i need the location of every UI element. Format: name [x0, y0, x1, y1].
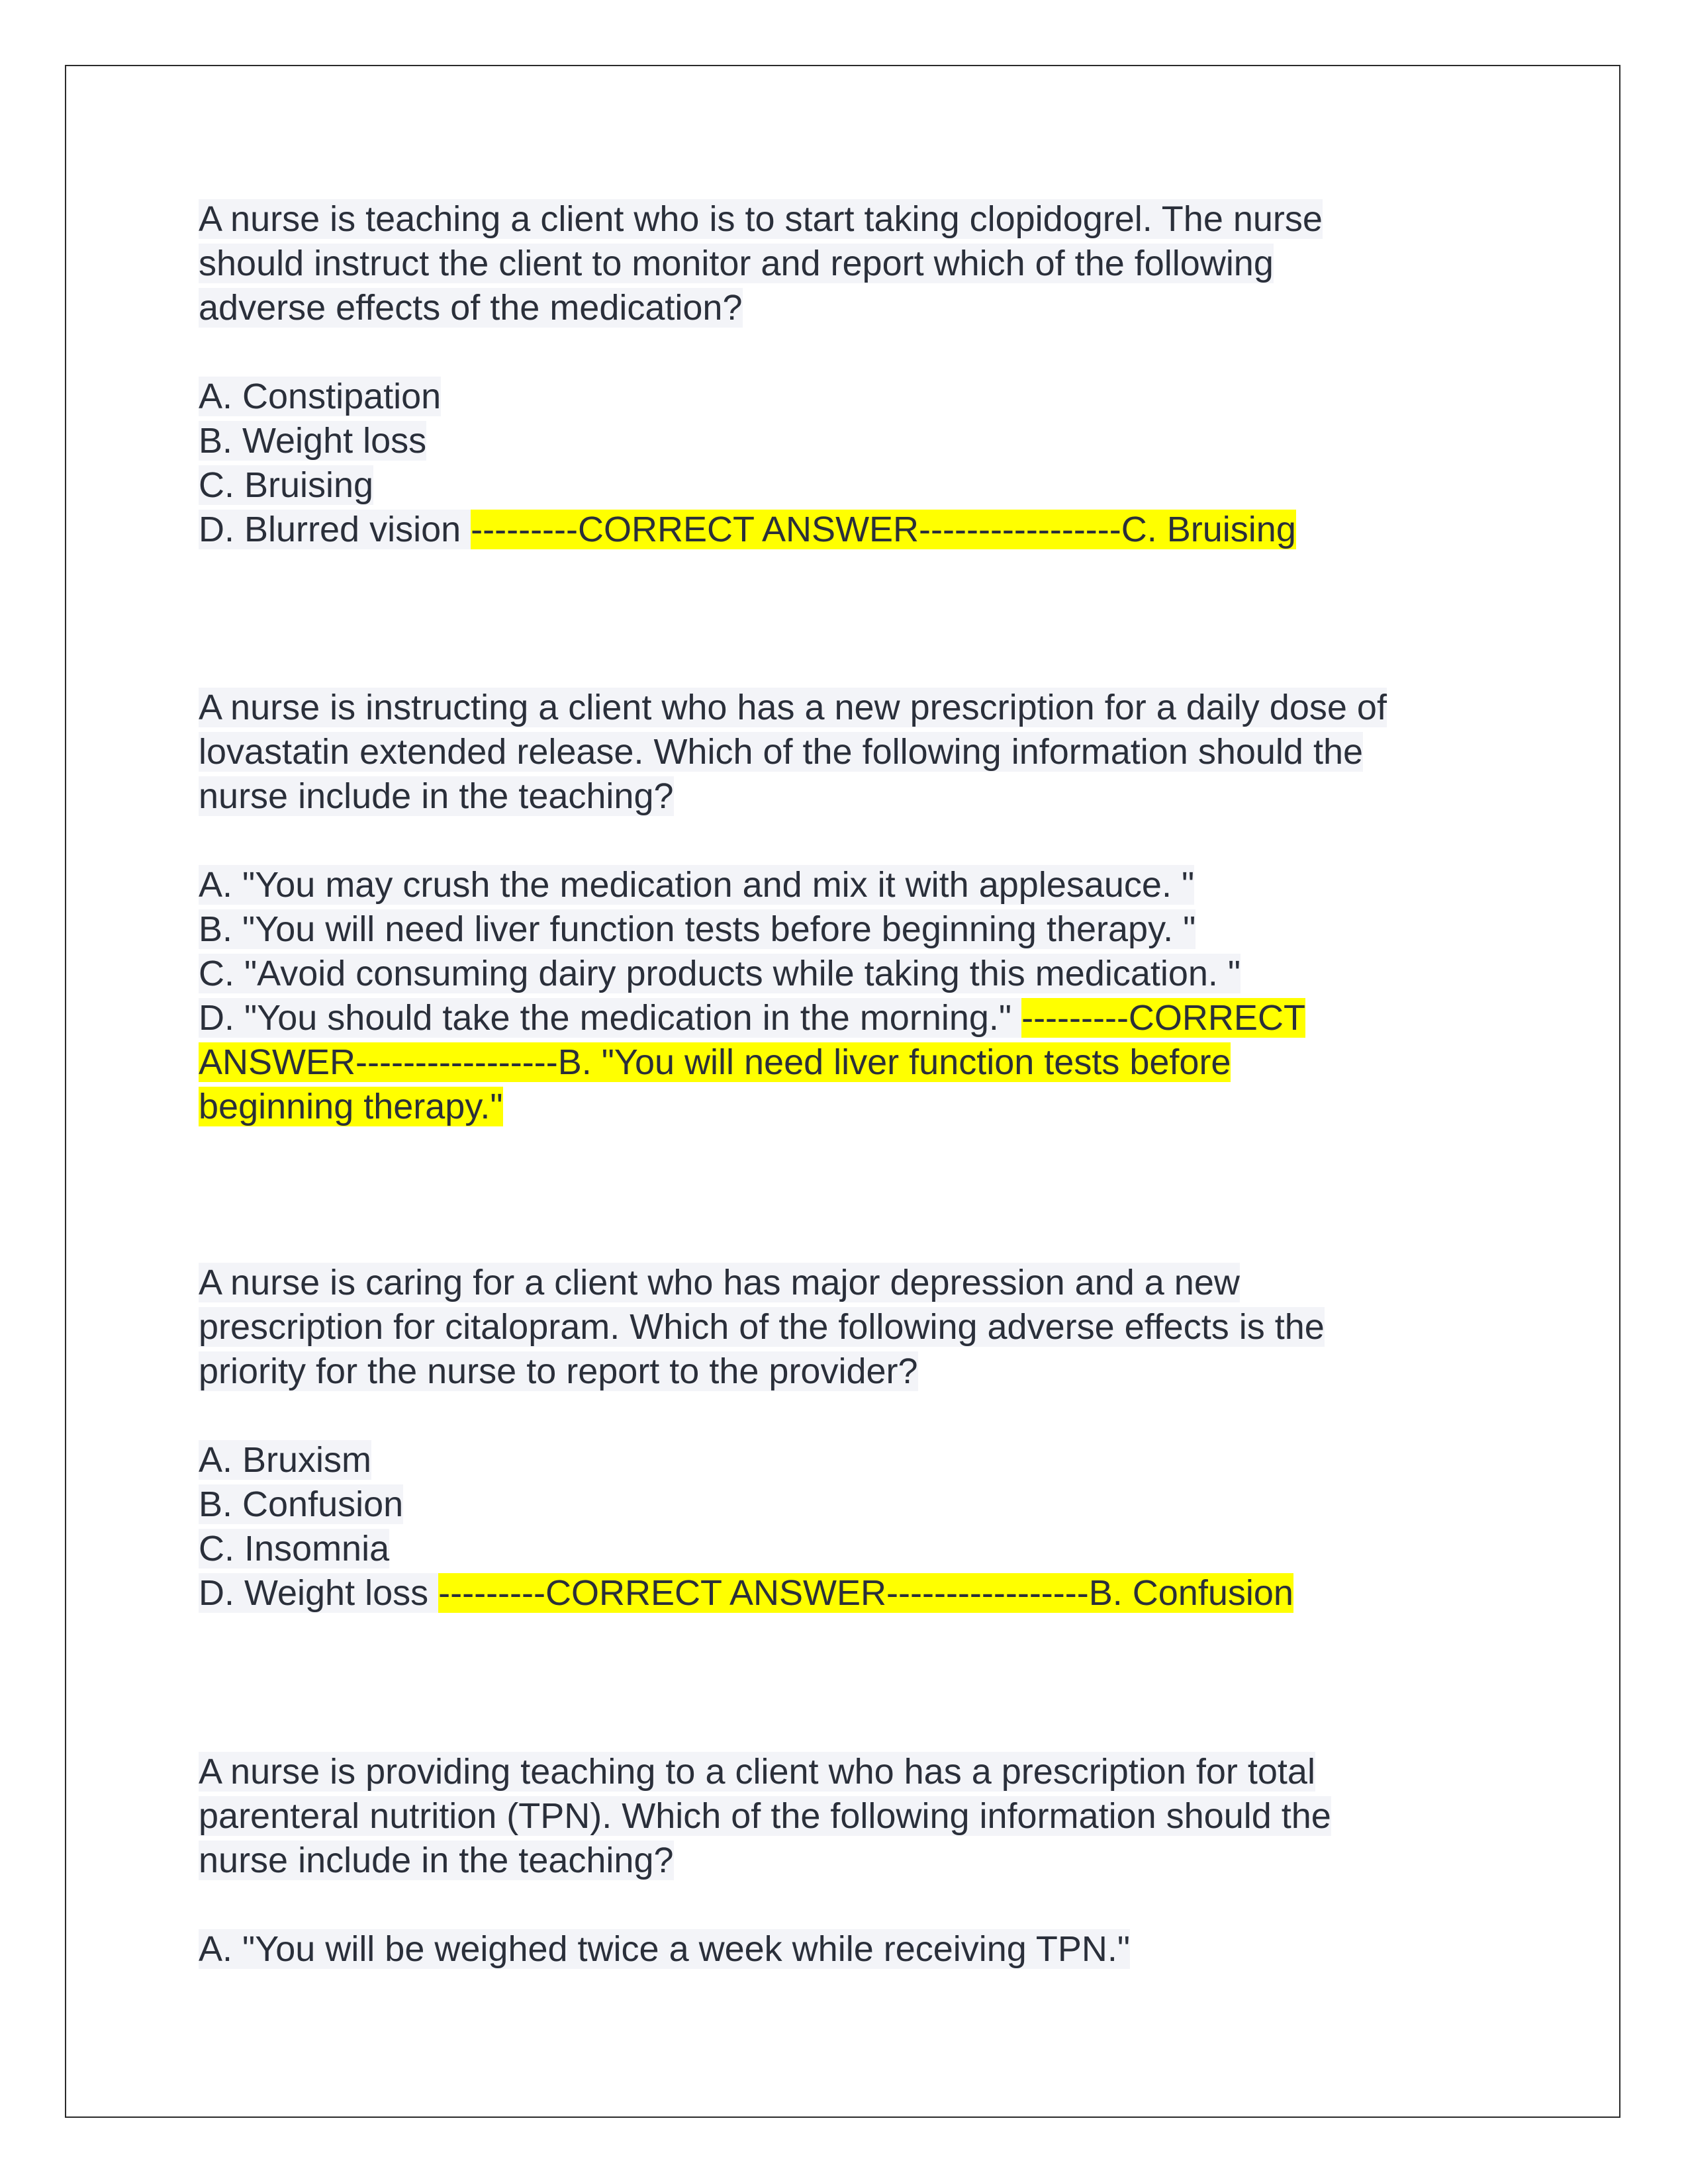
question-stem-line: lovastatin extended release. Which of the following information should the: [199, 732, 1364, 772]
option-c: C. Bruising: [199, 465, 374, 505]
option-a: A. "You may crush the medication and mix it with applesauce. ": [199, 865, 1195, 905]
option-b: B. "You will need liver function tests before beginning therapy. ": [199, 909, 1196, 949]
option-d: D. Blurred vision ---------CORRECT ANSWER-----------------C. Bruising: [199, 510, 1296, 549]
question-stem-line: priority for the nurse to report to the provider?: [199, 1351, 918, 1391]
option-d: D. "You should take the medication in the morning." ---------CORRECT: [199, 998, 1305, 1038]
correct-answer-highlight: ---------CORRECT ANSWER-----------------B. Confusion: [438, 1573, 1293, 1613]
correct-answer-line: beginning therapy.": [199, 1087, 503, 1126]
option-c: C. Insomnia: [199, 1529, 390, 1569]
question-stem-line: A nurse is caring for a client who has major depression and a new: [199, 1263, 1240, 1302]
question-stem-line: should instruct the client to monitor and report which of the following: [199, 244, 1274, 283]
question-stem-line: adverse effects of the medication?: [199, 288, 743, 328]
question-2: [199, 686, 1523, 1129]
correct-answer-highlight: ---------CORRECT ANSWER-----------------C. Bruising: [471, 510, 1296, 549]
question-3: [199, 1261, 1523, 1615]
option-b: B. Confusion: [199, 1484, 404, 1524]
question-stem-line: prescription for citalopram. Which of the following adverse effects is the: [199, 1307, 1325, 1347]
question-stem-line: A nurse is instructing a client who has a new prescription for a daily dose of: [199, 688, 1387, 727]
option-b: B. Weight loss: [199, 421, 427, 461]
question-stem-line: A nurse is providing teaching to a client who has a prescription for total: [199, 1752, 1315, 1792]
option-a: A. "You will be weighed twice a week while receiving TPN.": [199, 1929, 1131, 1969]
option-d: D. Weight loss ---------CORRECT ANSWER-----------------B. Confusion: [199, 1573, 1293, 1613]
correct-answer-line: ANSWER-----------------B. "You will need liver function tests before: [199, 1042, 1231, 1082]
question-stem-line: nurse include in the teaching?: [199, 776, 674, 816]
question-stem-line: nurse include in the teaching?: [199, 1841, 674, 1880]
correct-answer-highlight: ---------CORRECT: [1021, 998, 1305, 1038]
option-a: A. Bruxism: [199, 1440, 372, 1480]
option-c: C. "Avoid consuming dairy products while taking this medication. ": [199, 954, 1241, 993]
question-stem-line: parenteral nutrition (TPN). Which of the following information should the: [199, 1796, 1331, 1836]
option-a: A. Constipation: [199, 377, 442, 416]
question-4: [199, 1750, 1523, 1972]
question-1: [199, 197, 1523, 552]
question-stem-line: A nurse is teaching a client who is to start taking clopidogrel. The nurse: [199, 199, 1323, 239]
